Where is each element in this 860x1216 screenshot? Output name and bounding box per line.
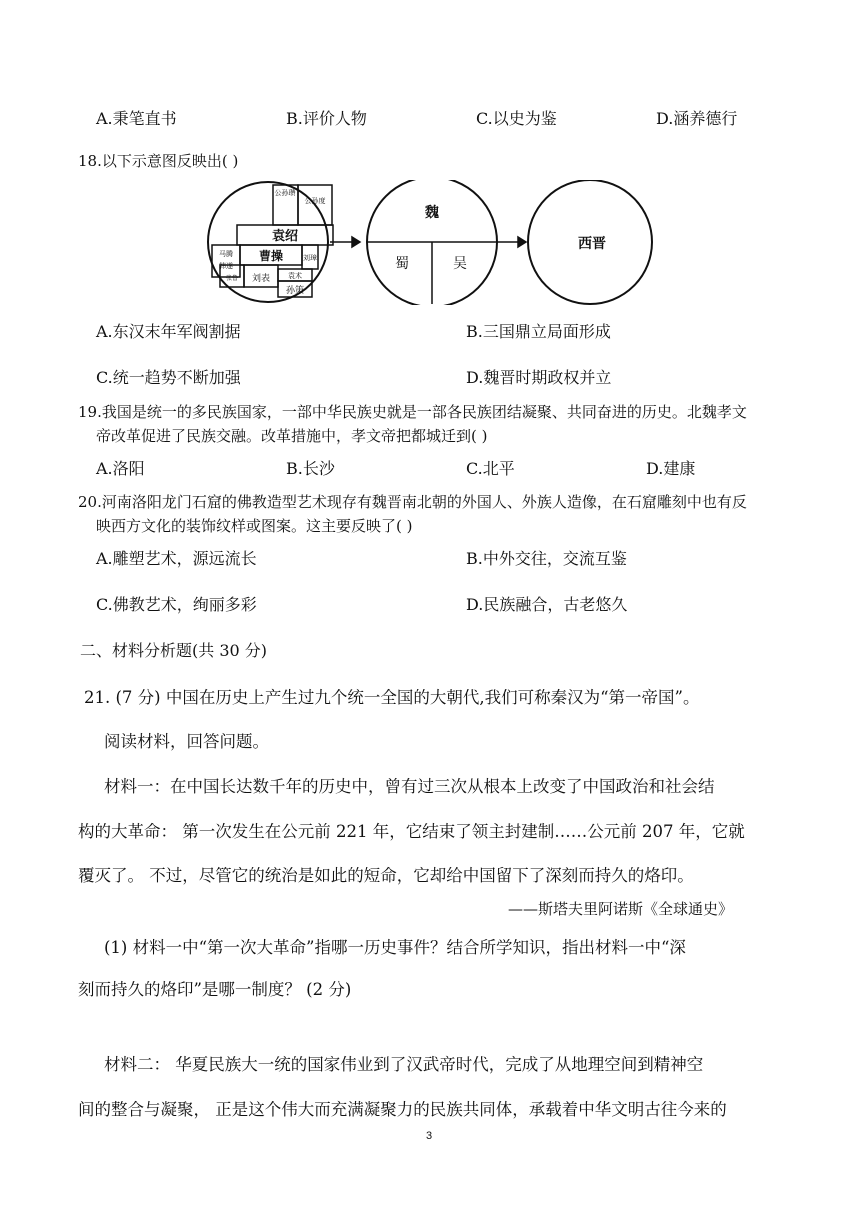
sub-question1-line2: 刻而持久的烙印”是哪一制度？ (2 分) xyxy=(78,980,352,999)
label-liuzhang: 刘璋 xyxy=(303,254,317,262)
q20-option-b: B.中外交往，交流互鉴 xyxy=(466,549,627,568)
label-zhanglu: 张鲁 xyxy=(225,275,239,282)
label-sunce: 孙策 xyxy=(285,286,305,296)
material1-source: ——斯塔夫里阿诺斯《全球通史》 xyxy=(508,900,734,918)
material2-line2: 间的整合与凝聚， 正是这个伟大而充满凝聚力的民族共同体，承载着中华文明古往今来的 xyxy=(78,1100,727,1119)
q19-stem-line2: 帝改革促进了民族交融。改革措施中，孝文帝把都城迁到( ) xyxy=(96,427,488,445)
diagram-arrow-1 xyxy=(330,237,360,247)
q20-option-a: A.雕塑艺术，源远流长 xyxy=(96,549,257,568)
label-hansui: 韩遂 xyxy=(219,262,233,270)
q18-diagram xyxy=(200,180,680,305)
q20-option-c: C.佛教艺术，绚丽多彩 xyxy=(96,595,257,614)
label-mateng: 马腾 xyxy=(219,250,233,258)
diagram-circle-three-kingdoms xyxy=(367,180,497,305)
label-caocao: 曹操 xyxy=(258,249,284,263)
material1-line3: 覆灭了。 不过，尽管它的统治是如此的短命，它却给中国留下了深刻而持久的烙印。 xyxy=(78,866,694,885)
q19-option-b: B.长沙 xyxy=(286,459,335,478)
q17-option-c: C.以史为鉴 xyxy=(476,109,557,128)
page-number: 3 xyxy=(426,1130,433,1142)
label-gongsundu: 公孙度 xyxy=(304,197,326,205)
q19-option-d: D.建康 xyxy=(646,459,696,478)
q18-option-b: B.三国鼎立局面形成 xyxy=(466,322,611,341)
q17-option-b: B.评价人物 xyxy=(286,109,367,128)
label-shu: 蜀 xyxy=(395,256,409,272)
section-title: 二、材料分析题(共 30 分) xyxy=(80,641,268,660)
label-gongsunzan: 公孙瓒 xyxy=(274,189,296,197)
q17-option-a: A.秉笔直书 xyxy=(96,109,177,128)
label-wei: 魏 xyxy=(425,205,439,221)
q20-stem-line1: 20.河南洛阳龙门石窟的佛教造型艺术现存有魏晋南北朝的外国人、外族人造像，在石窟雕刻中也有反 xyxy=(78,493,747,511)
material2-line1: 材料二： 华夏民族大一统的国家伟业到了汉武帝时代，完成了从地理空间到精神空 xyxy=(104,1055,704,1074)
q19-stem-line1: 19.我国是统一的多民族国家，一部中华民族史就是一部各民族团结凝聚、共同奋进的历史。北魏孝文 xyxy=(78,403,747,421)
q21-instruction: 阅读材料，回答问题。 xyxy=(104,732,269,751)
q17-option-d: D.涵养德行 xyxy=(656,109,738,128)
q20-stem-line2: 映西方文化的装饰纹样或图案。这主要反映了( ) xyxy=(96,517,413,535)
q19-option-a: A.洛阳 xyxy=(96,459,145,478)
label-xijin: 西晋 xyxy=(578,236,606,252)
diagram-arrow-2 xyxy=(497,237,526,247)
sub-question1-line1: (1) 材料一中“第一次大革命”指哪一历史事件？结合所学知识，指出材料一中“深 xyxy=(104,938,686,957)
label-wu: 吴 xyxy=(453,256,467,272)
q18-option-c: C.统一趋势不断加强 xyxy=(96,368,241,387)
material1-line2: 构的大革命： 第一次发生在公元前 221 年，它结束了领主封建制……公元前 207 年，它就 xyxy=(78,822,745,841)
label-yuanshu: 袁术 xyxy=(288,272,302,280)
q18-stem: 18.以下示意图反映出( ) xyxy=(78,152,239,170)
q18-option-d: D.魏晋时期政权并立 xyxy=(466,368,612,387)
label-yuanshao: 袁绍 xyxy=(271,229,299,244)
material1-line1: 材料一：在中国长达数千年的历史中，曾有过三次从根本上改变了中国政治和社会结 xyxy=(104,777,715,796)
label-liubiao: 刘表 xyxy=(251,274,271,284)
q19-option-c: C.北平 xyxy=(466,459,515,478)
q20-option-d: D.民族融合，古老悠久 xyxy=(466,595,628,614)
q21-stem: 21. (7 分) 中国在历史上产生过九个统一全国的大朝代,我们可称秦汉为“第一帝国”。 xyxy=(84,688,700,707)
q18-option-a: A.东汉末年军阀割据 xyxy=(96,322,241,341)
